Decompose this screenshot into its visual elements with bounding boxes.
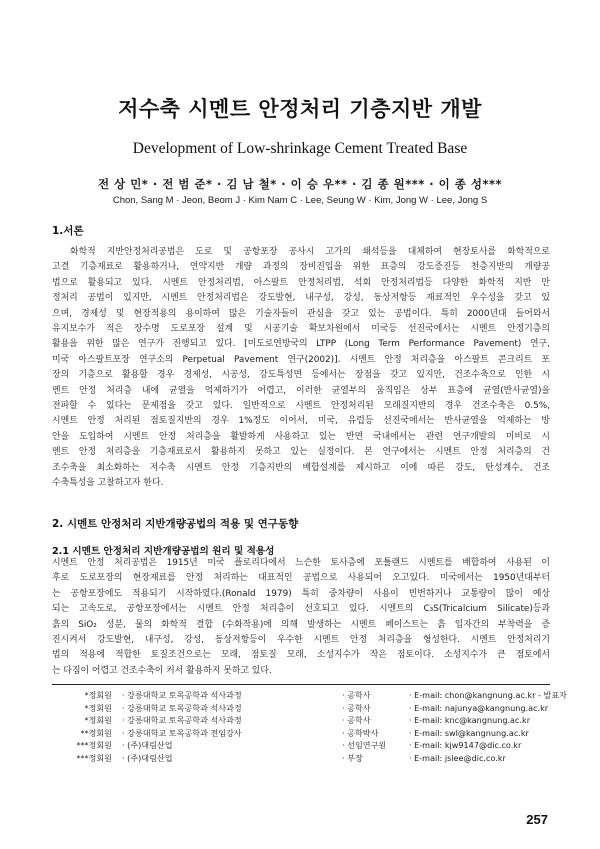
footnote-mark: *정회원 bbox=[84, 690, 112, 700]
text-line: 전파할 수 있다는 문제점을 갖고 있다. 일반적으로 시멘트 안정처리된 모래질지반의 경우 건조수축은 0.5%, bbox=[52, 401, 550, 412]
text-line: 는 공항포장에도 적용되기 시작하였다.(Ronald 1979) 특히 중차량이 사용이 빈번하거나 교통량이 많이 예상 bbox=[52, 588, 550, 599]
introduction-paragraph bbox=[52, 245, 550, 492]
text-line: 으며, 경제성 및 현장적용의 용이하여 많은 기술자들이 관심을 갖고 있는 공법이다. 특히 2000년대 들어와서 bbox=[52, 308, 550, 319]
author-list-english: Chon, Sang M · Jeon, Beom J · Kim Nam C · Lee, Seung W · Kim, Jong W · Lee, Jong S bbox=[112, 195, 488, 206]
footnote-email: · E-mail: swl@kangnung.ac.kr bbox=[409, 727, 529, 738]
footnote-email: · E-mail: jslee@dic.co.kr bbox=[409, 752, 506, 763]
footnote-affiliation: · 강릉대학교 토목공학과 석사과정 bbox=[122, 715, 242, 725]
paper-title-korean: 저수축 시멘트 안정처리 기층지반 개발 bbox=[118, 97, 482, 121]
footnote-email: · E-mail: knc@kangnung.ac.kr bbox=[409, 715, 531, 725]
footnote-affiliation: · (주)대림산업 bbox=[122, 752, 173, 763]
page-number: 257 bbox=[526, 812, 548, 827]
text-line: 화학적 지반안정처리공법은 도로 및 공항포장 공사시 고가의 쇄석등을 대체하여 현장토사를 화학적으로 bbox=[70, 247, 550, 257]
footnote-email: · E-mail: chon@kangnung.ac.kr - 발표자 bbox=[409, 690, 567, 700]
footnote-divider bbox=[52, 684, 550, 685]
footnote-affiliation: · 강릉대학교 토목공학과 석사과정 bbox=[122, 690, 242, 700]
footnote-mark: ***정회원 bbox=[76, 752, 112, 763]
text-line: 고결 기층재료로 활용하거나, 연약지반 개량 과정의 장비진입을 위한 표층의 강도증진등 천층지반의 개량공 bbox=[52, 262, 550, 273]
text-line: 멘트 안정 처리층 내에 균열을 억제하기가 어렵고, 이러한 균열부의 움직임은 상부 표층에 균열(반사균열)을 bbox=[52, 385, 550, 396]
footnote-mark: ***정회원 bbox=[76, 740, 112, 750]
text-line: 정처리 공법이 있지만, 시멘트 안정처리법은 강도발현, 내구성, 강성, 동상저항등 재료적인 우수성을 갖고 있 bbox=[52, 293, 550, 304]
footnote-degree: · 공학사 bbox=[342, 702, 371, 713]
footnote-mark: *정회원 bbox=[84, 715, 112, 725]
text-line: 후로 도로포장의 현장재료를 안정 처리하는 대표적인 공법으로 사용되어 오고있다. 미국에서는 1950년대부터 bbox=[52, 573, 550, 584]
footnote-degree: · 선임연구원 bbox=[342, 740, 387, 750]
text-line: 는 다짐이 어렵고 건조수축이 커서 활용하지 못하고 있다. bbox=[52, 665, 272, 676]
text-line: 수축특성을 고찰하고자 한다. bbox=[52, 478, 164, 489]
footnote-mark: **정회원 bbox=[80, 727, 112, 738]
text-line: 시멘트 안정 처리공법은 1915년 미국 플로리다에서 느슨한 토사층에 포틀랜드 시멘트를 배합하여 사용된 이 bbox=[52, 558, 550, 568]
text-line: 조수축을 최소화하는 저수축 시멘트 안정 기층지반의 배합설계를 제시하고 이에 따른 강도, 탄성계수, 건조 bbox=[52, 462, 550, 473]
text-line: 진시켜서 강도발현, 내구성, 강성, 동상저항등이 우수한 시멘트 안정 처리층을 형성한다. 시멘트 안정처리기 bbox=[52, 635, 550, 646]
text-line: 미국 아스팔트포장 연구소의 Perpetual Pavement 연구(2002)]. 시멘트 안정 처리층을 아스팔트 콘크리트 포 bbox=[52, 354, 550, 365]
footnote-email: · E-mail: najunya@kangnung.ac.kr bbox=[409, 702, 549, 713]
text-line: 법으로 활용되고 있다. 시멘트 안정처리법, 아스팔트 안정처리법, 석회 안정처리법등 다양한 화학적 지반 안 bbox=[52, 277, 550, 288]
text-line: 시멘트 안정 처리된 점토질지반의 경우 1%정도 이어서, 미국, 유럽등 선진국에서는 반사균열을 억제하는 방 bbox=[52, 416, 550, 427]
section-heading-introduction: 1.서론 bbox=[52, 225, 84, 237]
subsection-heading: 2.1 시멘트 안정처리 지반개량공법의 원리 및 적용성 bbox=[52, 546, 275, 557]
footnote-degree: · 공학사 bbox=[342, 715, 371, 725]
footnote-degree: · 부장 bbox=[342, 752, 363, 763]
section-heading-cement-stabilization: 2. 시멘트 안정처리 지반개량공법의 적용 및 연구동향 bbox=[52, 518, 299, 530]
text-line: 흙의 SiO₂ 성분, 물의 화학적 결합 (수화작용)에 의해 발생하는 시멘트 페이스트는 흙 입자간의 부착력을 증 bbox=[52, 619, 550, 630]
footnote-affiliation: · 강릉대학교 토목공학과 전임강사 bbox=[122, 727, 242, 738]
text-line: 안을 도입하여 시멘트 안정 처리층을 활발하게 사용하고 있는 반면 국내에서는 관련 연구개발의 미비로 시 bbox=[52, 431, 550, 442]
footnote-degree: · 공학박사 bbox=[342, 727, 379, 738]
subsection-paragraph bbox=[52, 556, 550, 679]
footnote-affiliation: · (주)대림산업 bbox=[122, 740, 173, 750]
text-line: 활용을 위한 많은 연구가 진행되고 있다. [미도로연방국의 LTPP (Long Term Performance Pavement) 연구, bbox=[52, 339, 550, 350]
text-line: 장의 기층으로 활용할 경우 경제성, 시공성, 강도특성면 등에서는 장점을 갖고 있지만, 건조수축으로 인한 시 bbox=[52, 370, 550, 381]
footnote-mark: *정회원 bbox=[84, 702, 112, 713]
paper-title-english: Development of Low-shrinkage Cement Treated Base bbox=[132, 140, 468, 157]
text-line: 멘트 안정 처리층을 기층재료로서 활용하지 못하고 있는 실정이다. 본 연구에서는 시멘트 안정 처리층의 건 bbox=[52, 447, 550, 458]
footnote-email: · E-mail: kjw9147@dic.co.kr bbox=[409, 740, 522, 750]
text-line: 유지보수가 적은 장수명 도로포장 설계 및 시공기술 확보차원에서 미국등 선진국에서는 시멘트 안정기층의 bbox=[52, 324, 550, 335]
author-list-korean: 전 상 민* · 전 범 준* · 김 남 철* · 이 승 우** · 김 종 원*** · 이 종 성*** bbox=[97, 177, 503, 191]
footnote-affiliation: · 강릉대학교 토목공학과 석사과정 bbox=[122, 702, 242, 713]
footnote-degree: · 공학사 bbox=[342, 690, 371, 700]
text-line: 법의 적용에 적합한 토질조건으로는 모래, 점토질 모래, 소성지수가 작은 점토이다. 소성지수가 큰 점토에서 bbox=[52, 650, 550, 661]
text-line: 되는 고속도로, 공항포장에서는 시멘트 안정 처리층이 선호되고 있다. 시멘트의 C₃S(Tricalcium Silicate)등과 bbox=[52, 604, 550, 615]
